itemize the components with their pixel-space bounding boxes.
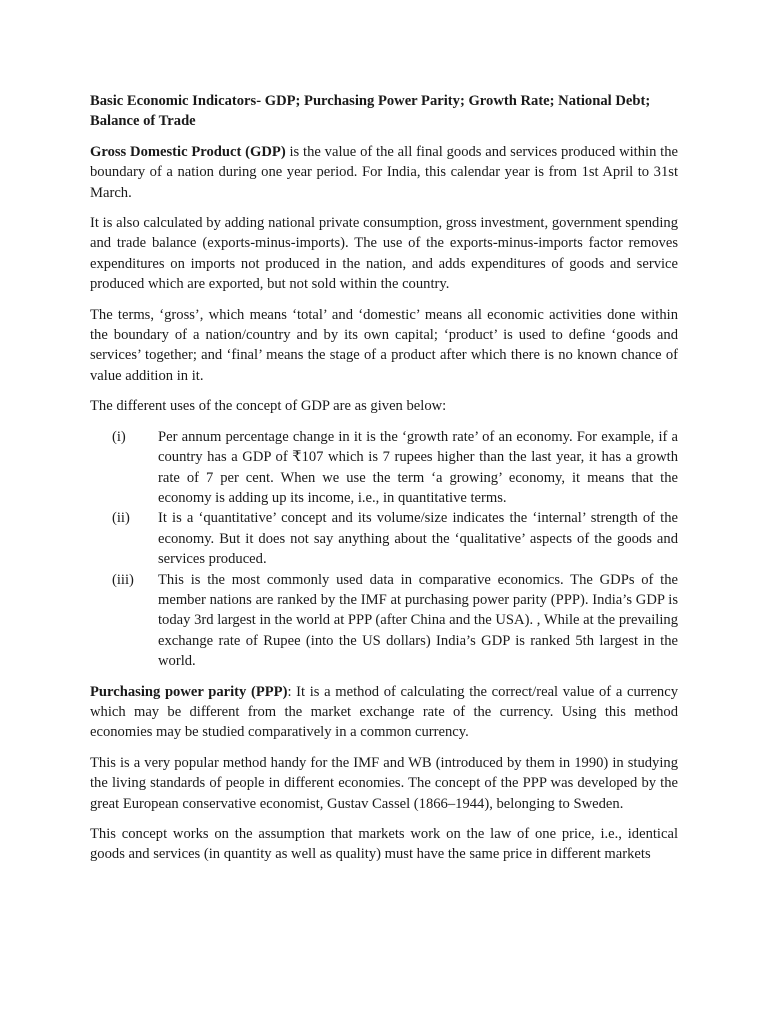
- gdp-term: Gross Domestic Product (GDP): [90, 143, 286, 160]
- ppp-definition-text: : It is a method of calculating the correct/real value of a currency which may be different from the market exchange rate of the currency. Using this method economies may be studied comparatively in a common currency.: [90, 683, 679, 741]
- ppp-assumption-paragraph: This concept works on the assumption that markets work on the law of one price, i.e., identical goods and services (in quantity as well as quality) must have the same price in different markets: [90, 826, 678, 863]
- gdp-calculation-paragraph: It is also calculated by adding national private consumption, gross investment, government spending and trade balance (exports-minus-imports). The use of the exports-minus-imports factor removes expenditures on imports not produced in the nation, and adds expenditures of goods and service produced which are exported, but not sold within the country.: [90, 215, 678, 293]
- gdp-definition-text: is the value of the all final goods and services produced within the boundary of a nation during one year period. For India, this calendar year is from 1st April to 31st March.: [90, 143, 678, 201]
- list-item-text: It is a ‘quantitative’ concept and its volume/size indicates the ‘internal’ strength of the economy. But it does not say anything about the ‘qualitative’ aspects of the goods and services produced.: [158, 510, 678, 568]
- list-item-text: This is the most commonly used data in comparative economics. The GDPs of the member nations are ranked by the IMF at purchasing power parity (PPP). India’s GDP is today 3rd largest in the world at PPP (after China and the USA). , While at the prevailing exchange rate of Rupee (into the US dollars) India’s GDP is ranked 5th largest in the world.: [158, 571, 678, 670]
- list-item-number: (i): [112, 428, 126, 445]
- list-item: [90, 508, 678, 569]
- ppp-definition-paragraph: [90, 682, 678, 743]
- list-item-text: Per annum percentage change in it is the ‘growth rate’ of an economy. For example, if a country has a GDP of ₹107 which is 7 rupees higher than the last year, it has a growth rate of 7 per cent. When we use the term ‘a growing’ economy, it means that the economy is adding up its income, i.e., in quantitative terms.: [158, 428, 678, 506]
- gdp-uses-intro: The different uses of the concept of GDP are as given below:: [90, 398, 447, 415]
- ppp-term: Purchasing power parity (PPP): [90, 683, 288, 700]
- list-item-number: (ii): [112, 510, 130, 527]
- gdp-definition-paragraph: [90, 142, 678, 203]
- gdp-terms-paragraph: The terms, ‘gross’, which means ‘total’ and ‘domestic’ means all economic activities done within the boundary of a nation/country and by its own capital; ‘product’ is used to define ‘goods and services’ together; and ‘final’ means the stage of a product after which there is no known chance of value addition in it.: [90, 306, 678, 384]
- gdp-uses-list: [90, 427, 678, 672]
- list-item: [90, 427, 678, 509]
- list-item-number: (iii): [112, 571, 134, 588]
- ppp-history-paragraph: This is a very popular method handy for the IMF and WB (introduced by them in 1990) in studying the living standards of people in different economies. The concept of the PPP was developed by the great European conservative economist, Gustav Cassel (1866–1944), belonging to Sweden.: [90, 754, 678, 812]
- document-page: [90, 91, 678, 875]
- list-item: [90, 570, 678, 672]
- page-title: Basic Economic Indicators- GDP; Purchasing Power Parity; Growth Rate; National Debt; Balance of Trade: [90, 93, 651, 130]
